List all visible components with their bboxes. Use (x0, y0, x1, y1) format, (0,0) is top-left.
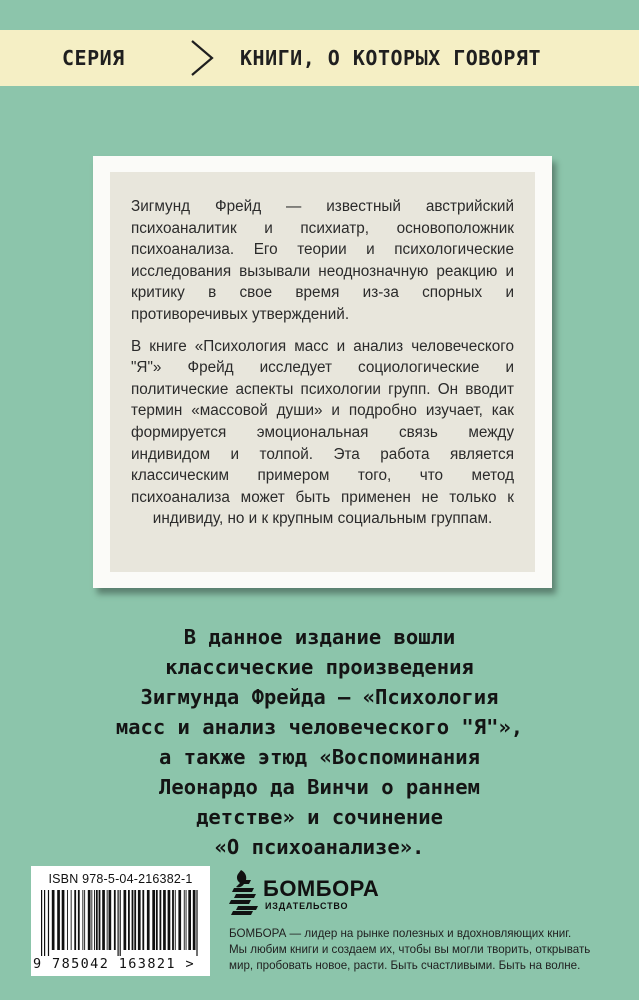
barcode-bar (48, 890, 49, 956)
barcode-bar (84, 890, 85, 950)
barcode-bar (186, 890, 187, 950)
barcode-bar (96, 890, 98, 950)
barcode-digits: 9 785042 163821 > (33, 956, 195, 972)
barcode-bar (163, 890, 166, 950)
barcode-bar (120, 890, 121, 956)
barcode-bar (78, 890, 80, 950)
barcode-bar (99, 890, 101, 950)
barcode-bar (91, 890, 92, 950)
barcode-bar (82, 890, 83, 950)
barcode-bar (168, 890, 171, 950)
barcode-bar (193, 890, 196, 950)
barcode-bar (172, 890, 174, 950)
publisher-text-line: Мы любим книги и создаем их, чтобы вы могли творить, открывать (229, 943, 591, 956)
barcode-bar (128, 890, 130, 950)
barcode-bar (152, 890, 155, 950)
barcode-bar (88, 890, 91, 950)
publisher-text-line: БОМБОРА — лидер на рынке полезных и вдохновляющих книг. (229, 927, 572, 940)
blurb-line: В данное издание вошли (183, 625, 456, 649)
barcode-box (31, 866, 210, 976)
barcode-bar (67, 890, 68, 950)
barcode-bar (156, 890, 158, 950)
barcode-bar (107, 890, 108, 950)
barcode-bar (138, 890, 141, 950)
barcode-bar (188, 890, 191, 950)
barcode-bar (124, 890, 127, 950)
barcode-bar (184, 890, 185, 950)
barcode-bar (52, 890, 55, 950)
barcode-bar (196, 890, 197, 956)
isbn-label: ISBN 978-5-04-216382-1 (48, 872, 193, 886)
barcode-bar (118, 890, 119, 956)
publisher-name: БОМБОРА (263, 876, 380, 901)
book-blurb (60, 622, 579, 862)
blurb-line: «О психоанализе». (214, 835, 425, 859)
chevron-right-icon (186, 38, 216, 78)
barcode-bar (178, 890, 181, 950)
barcode-bar (57, 890, 60, 950)
barcode-bar (132, 890, 134, 950)
publisher-description (229, 926, 629, 974)
barcode-bar (41, 890, 42, 956)
publisher-subtitle: ИЗДАТЕЛЬСТВО (265, 901, 349, 911)
description-panel (110, 172, 535, 572)
description-paragraph: В книге «Психология масс и анализ человеческого "Я"» Фрейд исследует социологические и политические аспекты психологии групп. Он вводит термин «массовой души» и подробно изучает, как формируется эмоциональная связь между индивидом и толпой. Эта работа является классическим примером того, что метод психоанализа может быть применен не только к индивиду, но и к крупным социальным группам. (131, 337, 514, 528)
barcode-bar (160, 890, 162, 950)
barcode-bar (175, 890, 176, 950)
barcode-bar (102, 890, 105, 950)
description-text (131, 196, 514, 540)
description-frame (93, 156, 552, 588)
barcode-bar (74, 890, 76, 950)
description-paragraph: Зигмунд Фрейд — известный австрийский психоаналитик и психиатр, основоположник психоанализа. Его теории и психологические исследования вызывали неоднозначную реакцию и критику в свое время из-за спорных и противоречивых утверждений. (131, 198, 514, 323)
blurb-line: а также этюд «Воспоминания (159, 745, 480, 769)
series-title: КНИГИ, О КОТОРЫХ ГОВОРЯТ (240, 46, 541, 70)
barcode-image (39, 890, 202, 956)
barcode-bar (134, 890, 136, 950)
blurb-line: Леонардо да Винчи о раннем (159, 775, 480, 799)
barcode-bar (147, 890, 150, 950)
publisher-logo-icon (227, 868, 261, 916)
barcode-bar (71, 890, 72, 950)
series-banner (0, 30, 639, 86)
blurb-line: классические произведения (165, 655, 474, 679)
barcode-bar (142, 890, 144, 950)
barcode-bar (62, 890, 65, 950)
barcode-bar (114, 890, 116, 950)
blurb-line: масс и анализ человеческого "Я"», (115, 715, 524, 739)
blurb-line: детстве» и сочинение (196, 805, 443, 829)
publisher-text-line: мир, пробовать новое, расти. Быть счастливыми. Быть на волне. (229, 959, 581, 972)
barcode-bar (44, 890, 45, 956)
barcode-bar (94, 890, 95, 950)
publisher-logo (227, 868, 380, 918)
blurb-line: Зигмунда Фрейда – «Психология (140, 685, 499, 709)
series-label: СЕРИЯ (62, 46, 125, 70)
barcode-bar (109, 890, 112, 950)
